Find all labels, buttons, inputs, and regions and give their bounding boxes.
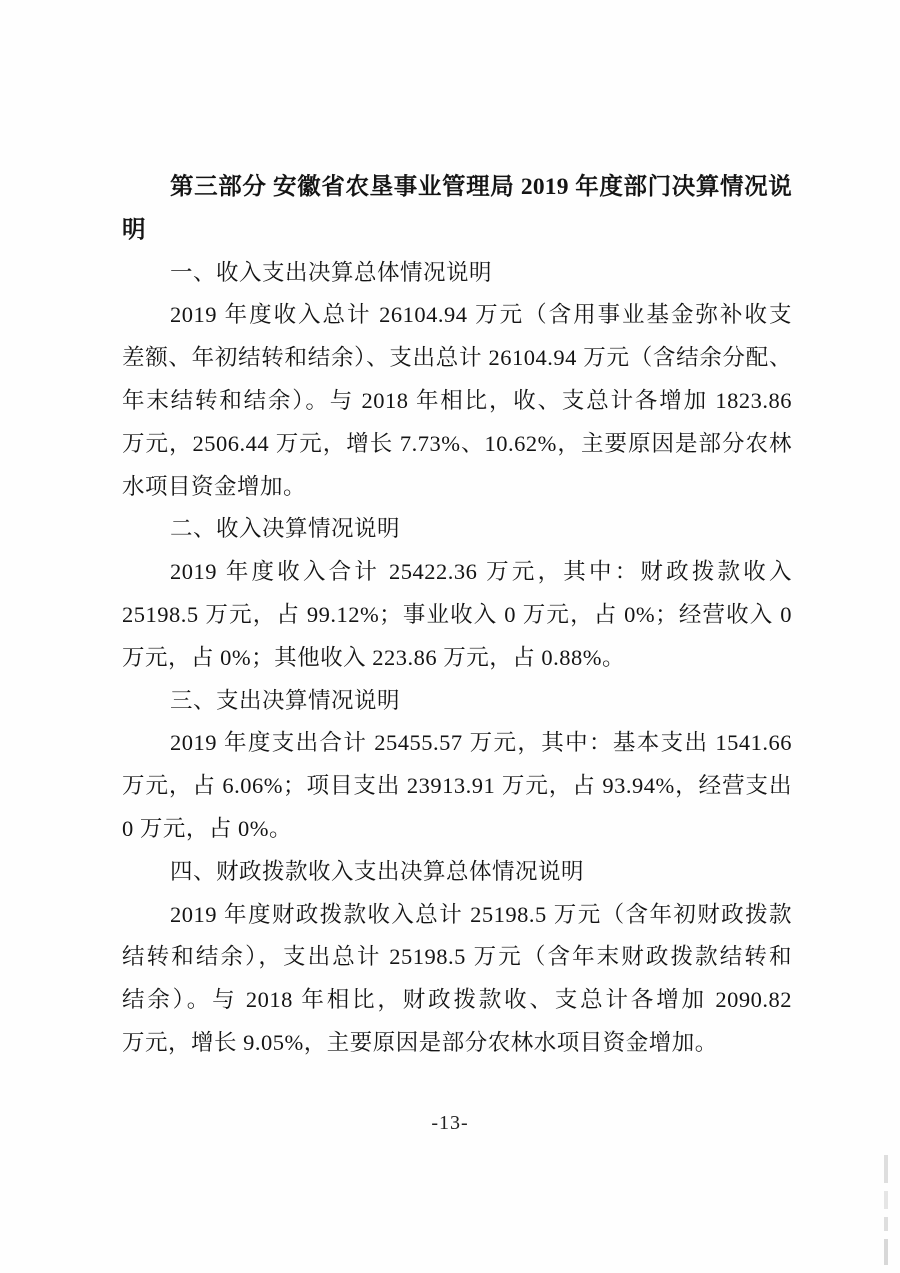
section-heading-4: 四、财政拨款收入支出决算总体情况说明 [170,858,585,884]
body-line: 万元，占 0%；其他收入 223.86 万元，占 0.88%。 [122,644,625,670]
page-number: -13- [431,1112,469,1134]
body-line: 万元，占 6.06%；项目支出 23913.91 万元，占 93.94%，经营支出 [122,773,792,799]
title-line-1: 第三部分 安徽省农垦事业管理局 2019 年度部门决算情况说 [170,174,792,200]
body-line: 25198.5 万元，占 99.12%；事业收入 0 万元，占 0%；经营收入 0 [122,601,792,627]
scan-artifact [884,1155,888,1273]
body-line: 2019 年度收入合计 25422.36 万元，其中：财政拨款收入 [170,559,792,585]
body-line: 0 万元，占 0%。 [122,815,292,841]
title-line-2: 明 [122,216,146,243]
body-line: 万元，增长 9.05%，主要原因是部分农林水项目资金增加。 [122,1029,718,1055]
body-line: 2019 年度收入总计 26104.94 万元（含用事业基金弥补收支 [170,302,792,328]
body-line: 结余）。与 2018 年相比，财政拨款收、支总计各增加 2090.82 [122,987,792,1013]
body-line: 水项目资金增加。 [122,473,307,499]
body-line: 差额、年初结转和结余）、支出总计 26104.94 万元（含结余分配、 [122,345,792,371]
body-line: 2019 年度支出合计 25455.57 万元，其中：基本支出 1541.66 [170,730,792,756]
section-heading-3: 三、支出决算情况说明 [170,687,401,713]
body-line: 2019 年度财政拨款收入总计 25198.5 万元（含年初财政拨款 [170,901,792,927]
body-line: 结转和结余），支出总计 25198.5 万元（含年末财政拨款结转和 [122,944,792,970]
section-heading-1: 一、收入支出决算总体情况说明 [170,259,493,285]
section-heading-2: 二、收入决算情况说明 [170,516,401,542]
body-line: 万元，2506.44 万元，增长 7.73%、10.62%，主要原因是部分农林 [122,430,792,456]
document-body [122,166,792,1065]
body-line: 年末结转和结余）。与 2018 年相比，收、支总计各增加 1823.86 [122,387,792,413]
